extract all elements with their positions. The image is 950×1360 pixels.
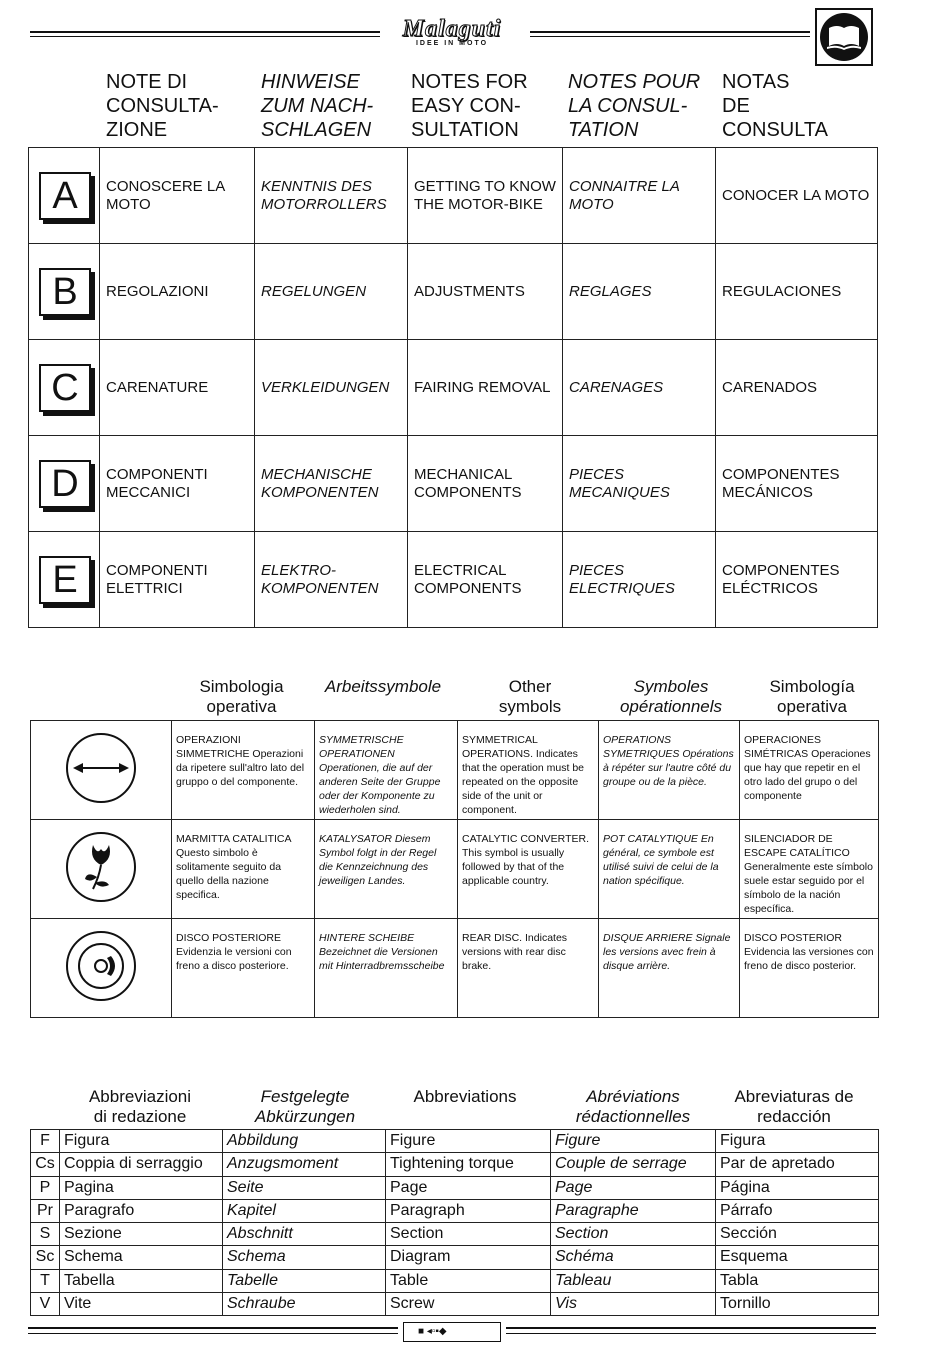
abbreviation-de: Schraube: [222, 1293, 385, 1315]
symbol-desc-it: DISCO POSTERIORE Evidenzia le versioni con freno a disco posteriore.: [171, 919, 314, 1017]
section-title-fr: PIECES ELECTRIQUES: [562, 532, 715, 627]
section-letter-cell: [29, 340, 99, 435]
abbreviation-es: Par de apretado: [715, 1153, 878, 1175]
abbreviation-it: Sezione: [59, 1223, 222, 1245]
section-letter: C: [39, 364, 91, 412]
abbreviation-de: Abbildung: [222, 1130, 385, 1152]
section-letter-cell: [29, 148, 99, 243]
abbreviation-es: Figura: [715, 1130, 878, 1152]
section-title-en: FAIRING REMOVAL: [407, 340, 562, 435]
symbol-desc-es: OPERACIONES SIMÉTRICAS Operaciones que hay que repetir en el otro lado del grupo o del componente: [739, 721, 878, 819]
section-title-de: KENNTNIS DES MOTORROLLERS: [254, 148, 407, 243]
abbreviation-row: [31, 1130, 878, 1152]
page-number: ■ ◂▫▪◆: [418, 1326, 447, 1337]
symbol-desc-de: SYMMETRISCHE OPERATIONEN Operationen, die auf der anderen Seite der Gruppe oder der Komponente zu wiederholen sind.: [314, 721, 457, 819]
section-title-en: ADJUSTMENTS: [407, 244, 562, 339]
abbreviation-de: Anzugsmoment: [222, 1153, 385, 1175]
symbol-row: [31, 918, 878, 1017]
abbreviation-en: Tightening torque: [385, 1153, 550, 1175]
section-letter: B: [39, 268, 91, 316]
abbreviation-code: Cs: [35, 1155, 55, 1173]
footer-rule: [28, 1327, 398, 1329]
section-letter: E: [39, 556, 91, 604]
symbol-desc-de: KATALYSATOR Diesem Symbol folgt in der Regel die Kennzeichnung des jeweiligen Landes.: [314, 820, 457, 918]
abbreviation-code: Sc: [35, 1248, 55, 1266]
section-title-it: COMPONENTI MECCANICI: [99, 436, 254, 531]
section-title-en: GETTING TO KNOW THE MOTOR-BIKE: [407, 148, 562, 243]
symbols-header-fr: Symboles opérationnels: [619, 677, 723, 716]
abbreviation-fr: Tableau: [550, 1270, 715, 1292]
brand-logo: [382, 18, 522, 48]
abbreviation-es: Tabla: [715, 1270, 878, 1292]
abbreviation-it: Pagina: [59, 1177, 222, 1199]
brand-tagline: IDEE IN MOTO: [415, 40, 489, 47]
abbreviation-en: Table: [385, 1270, 550, 1292]
section-title-de: REGELUNGEN: [254, 244, 407, 339]
symbol-icon-cell: [31, 820, 171, 918]
abbreviation-fr: Paragraphe: [550, 1200, 715, 1222]
symbol-row: [31, 721, 878, 819]
symbol-icon-cell: [31, 919, 171, 1017]
section-row: [29, 243, 877, 339]
abbreviation-row: [31, 1269, 878, 1292]
abbreviation-es: Sección: [715, 1223, 878, 1245]
section-row: [29, 435, 877, 531]
section-title-it: REGOLAZIONI: [99, 244, 254, 339]
book-icon: [815, 8, 873, 66]
column-header-de: HINWEISE ZUM NACH- SCHLAGEN: [261, 71, 374, 141]
abbreviation-fr: Section: [550, 1223, 715, 1245]
abbr-header-fr: Abréviations rédactionnelles: [575, 1087, 691, 1126]
section-title-it: CONOSCERE LA MOTO: [99, 148, 254, 243]
abbreviation-es: Párrafo: [715, 1200, 878, 1222]
abbreviation-fr: Page: [550, 1177, 715, 1199]
symbol-desc-es: DISCO POSTERIOR Evidencia las versiones con freno de disco posterior.: [739, 919, 878, 1017]
abbreviation-code: F: [40, 1132, 50, 1149]
abbr-header-it: Abbreviazioni di redazione: [88, 1087, 192, 1126]
abbr-header-de: Festgelegte Abkürzungen: [254, 1087, 356, 1126]
symbol-desc-es: SILENCIADOR DE ESCAPE CATALÍTICO Generalmente este símbolo suele estar seguido por el símbolo de la nación específica.: [739, 820, 878, 918]
abbreviation-fr: Couple de serrage: [550, 1153, 715, 1175]
abbreviation-es: Página: [715, 1177, 878, 1199]
abbreviation-it: Tabella: [59, 1270, 222, 1292]
abbreviation-de: Tabelle: [222, 1270, 385, 1292]
abbreviation-fr: Vis: [550, 1293, 715, 1315]
symbol-desc-fr: DISQUE ARRIERE Signale les versions avec frein à disque arrière.: [598, 919, 739, 1017]
symbol-desc-de: HINTERE SCHEIBE Bezeichnet die Versionen mit Hinterradbremsscheibe: [314, 919, 457, 1017]
section-letter-cell: [29, 532, 99, 627]
symbols-header-en: Other symbols: [498, 677, 562, 716]
symbol-desc-fr: OPERATIONS SYMETRIQUES Opérations à répéter sur l'autre côté du groupe ou de la pièce.: [598, 721, 739, 819]
header-rule: [530, 36, 810, 37]
section-title-fr: CONNAITRE LA MOTO: [562, 148, 715, 243]
abbr-header-es: Abreviaturas de redacción: [734, 1087, 854, 1126]
brand-name: Malaguti: [402, 16, 502, 42]
symbol-icon-cell: [31, 721, 171, 819]
section-title-de: VERKLEIDUNGEN: [254, 340, 407, 435]
section-title-de: ELEKTRO-KOMPONENTEN: [254, 532, 407, 627]
section-title-fr: CARENAGES: [562, 340, 715, 435]
page-number-box: [403, 1322, 501, 1342]
sections-table: [28, 147, 878, 628]
section-letter-cell: [29, 244, 99, 339]
section-letter-cell: [29, 436, 99, 531]
header-rule: [530, 31, 810, 33]
abbreviation-row: [31, 1152, 878, 1175]
abbreviation-fr: Schéma: [550, 1246, 715, 1268]
symbols-header-es: Simbología operativa: [769, 677, 855, 716]
abbreviation-es: Esquema: [715, 1246, 878, 1268]
abbreviation-it: Paragrafo: [59, 1200, 222, 1222]
column-header-es: NOTAS DE CONSULTA: [722, 71, 828, 141]
abbreviation-it: Vite: [59, 1293, 222, 1315]
section-title-es: COMPONENTES MECÁNICOS: [715, 436, 877, 531]
symbol-desc-en: SYMMETRICAL OPERATIONS. Indicates that the operation must be repeated on the opposite side of the unit or component.: [457, 721, 598, 819]
abbreviation-it: Coppia di serraggio: [59, 1153, 222, 1175]
symbols-header-de: Arbeitssymbole: [324, 677, 442, 696]
abbreviations-table: [30, 1129, 879, 1316]
abbreviation-de: Seite: [222, 1177, 385, 1199]
abbreviation-row: [31, 1222, 878, 1245]
section-title-fr: PIECES MECANIQUES: [562, 436, 715, 531]
tulip-icon: [63, 829, 139, 909]
section-letter: D: [39, 460, 91, 508]
abbreviation-es: Tornillo: [715, 1293, 878, 1315]
abbreviation-code: Pr: [37, 1201, 53, 1219]
abbreviation-de: Abschnitt: [222, 1223, 385, 1245]
section-title-es: COMPONENTES ELÉCTRICOS: [715, 532, 877, 627]
abbreviation-de: Schema: [222, 1246, 385, 1268]
column-header-en: NOTES FOR EASY CON- SULTATION: [411, 71, 528, 141]
abbreviation-code: P: [39, 1178, 51, 1196]
symbol-desc-en: REAR DISC. Indicates versions with rear disc brake.: [457, 919, 598, 1017]
abbreviation-it: Schema: [59, 1246, 222, 1268]
section-row: [29, 531, 877, 627]
section-letter: A: [39, 172, 91, 220]
section-title-it: COMPONENTI ELETTRICI: [99, 532, 254, 627]
symbol-desc-it: MARMITTA CATALITICA Questo simbolo è solitamente seguito da quello della nazione specifica.: [171, 820, 314, 918]
section-row: [29, 148, 877, 243]
abbreviation-en: Screw: [385, 1293, 550, 1315]
abbreviation-row: [31, 1292, 878, 1315]
symbols-table: [30, 720, 879, 1018]
section-title-es: REGULACIONES: [715, 244, 877, 339]
abbreviation-en: Diagram: [385, 1246, 550, 1268]
section-title-es: CONOCER LA MOTO: [715, 148, 877, 243]
abbreviation-de: Kapitel: [222, 1200, 385, 1222]
column-header-it: NOTE DI CONSULTA- ZIONE: [106, 71, 219, 141]
section-title-en: ELECTRICAL COMPONENTS: [407, 532, 562, 627]
column-header-fr: NOTES POUR LA CONSUL- TATION: [568, 71, 701, 141]
abbr-header-en: Abbreviations: [413, 1087, 517, 1106]
abbreviation-code: V: [39, 1295, 51, 1313]
section-title-es: CARENADOS: [715, 340, 877, 435]
abbreviation-code: T: [40, 1271, 50, 1289]
symbols-header-it: Simbologia operativa: [199, 677, 284, 716]
symbol-desc-it: OPERAZIONI SIMMETRICHE Operazioni da ripetere sull'altro lato del gruppo o del componente.: [171, 721, 314, 819]
section-title-fr: REGLAGES: [562, 244, 715, 339]
rear-disc-icon: [63, 928, 139, 1008]
abbreviation-code: S: [39, 1225, 51, 1243]
section-title-it: CARENATURE: [99, 340, 254, 435]
double-arrow-icon: [63, 730, 139, 810]
header-rule: [30, 36, 380, 37]
abbreviation-en: Paragraph: [385, 1200, 550, 1222]
symbol-desc-en: CATALYTIC CONVERTER. This symbol is usually followed by that of the applicable country.: [457, 820, 598, 918]
footer-rule: [28, 1333, 398, 1334]
abbreviation-en: Figure: [385, 1130, 550, 1152]
section-row: [29, 339, 877, 435]
abbreviation-row: [31, 1176, 878, 1199]
header-rule: [30, 31, 380, 33]
abbreviation-fr: Figure: [550, 1130, 715, 1152]
section-title-en: MECHANICAL COMPONENTS: [407, 436, 562, 531]
symbol-desc-fr: POT CATALYTIQUE En général, ce symbole est utilisé suivi de celui de la nation spécifique.: [598, 820, 739, 918]
abbreviation-row: [31, 1245, 878, 1268]
abbreviation-en: Page: [385, 1177, 550, 1199]
abbreviation-it: Figura: [59, 1130, 222, 1152]
footer-rule: [506, 1333, 876, 1334]
abbreviation-en: Section: [385, 1223, 550, 1245]
section-title-de: MECHANISCHE KOMPONENTEN: [254, 436, 407, 531]
symbol-row: [31, 819, 878, 918]
abbreviation-row: [31, 1199, 878, 1222]
footer-rule: [506, 1327, 876, 1329]
